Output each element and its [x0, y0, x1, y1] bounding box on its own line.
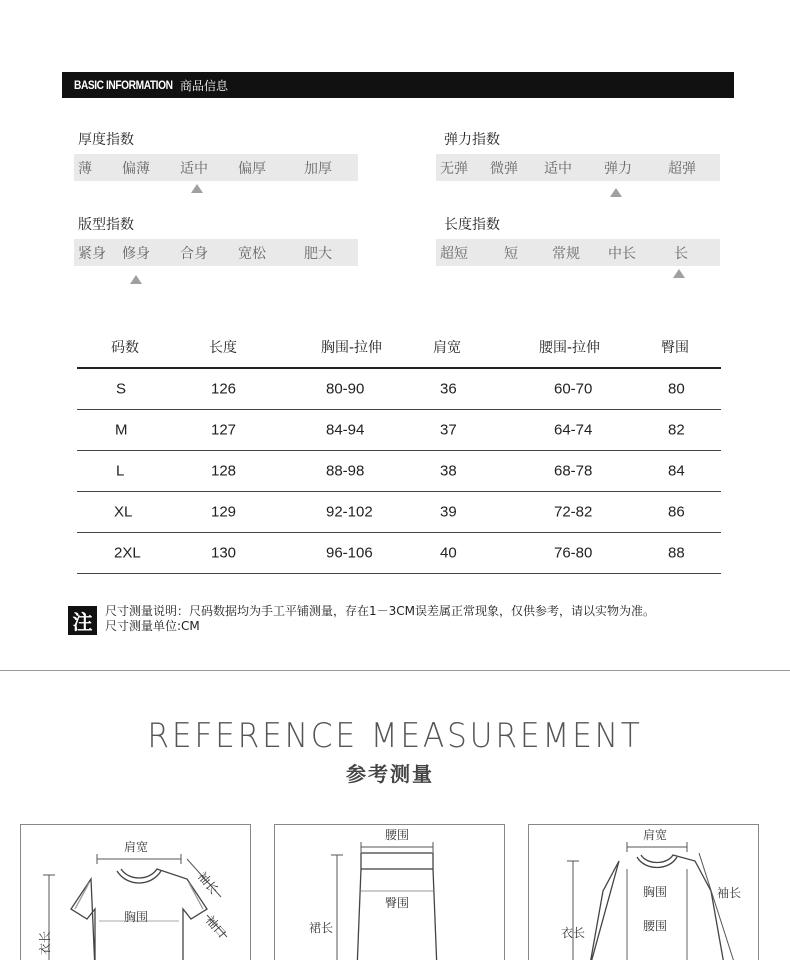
table-row [77, 451, 721, 492]
elasticity-index [436, 130, 720, 181]
length-option: 常规 [552, 245, 580, 262]
length-option: 长 [674, 245, 688, 262]
note-badge: 注 [68, 606, 97, 635]
table-cell: 128 [211, 462, 237, 480]
fit-scale [74, 239, 358, 266]
tshirt-length-label: 衣长 [38, 930, 52, 955]
fit-selected-marker [130, 275, 142, 284]
note-line-2: 尺寸测量单位:CM [105, 619, 200, 633]
table-cell: 84-94 [326, 421, 365, 439]
note-line-1: 尺寸测量说明：尺码数据均为手工平铺测量，存在1－3CM误差属正常现象，仅供参考，请以实物为准。 [105, 604, 656, 618]
table-header-cell: 臀围 [661, 339, 689, 356]
table-cell: 126 [211, 380, 237, 398]
table-cell: 38 [440, 462, 457, 480]
fit-option: 宽松 [238, 245, 266, 262]
table-cell: 72-82 [554, 503, 593, 521]
length-selected-marker [673, 269, 685, 278]
length-option: 中长 [608, 245, 636, 262]
tshirt-shoulder-label: 肩宽 [124, 840, 149, 854]
tshirt-chest-label: 胸围 [124, 910, 149, 924]
elasticity-option: 无弹 [440, 160, 468, 177]
tshirt-diagram [20, 824, 251, 960]
elasticity-option: 适中 [544, 160, 572, 177]
note-text [105, 604, 655, 635]
thickness-option: 适中 [180, 160, 208, 177]
thickness-index [74, 130, 358, 181]
longsleeve-sleeve-label: 袖长 [717, 886, 742, 900]
measurement-note [68, 604, 655, 635]
table-cell: 80-90 [326, 380, 365, 398]
table-cell: M [115, 421, 128, 439]
elasticity-option: 弹力 [604, 160, 632, 177]
thickness-option: 偏薄 [122, 160, 150, 177]
tshirt-sleeve-label: 袖长 [194, 869, 222, 897]
header-title-cn: 商品信息 [179, 78, 228, 93]
table-cell: 92-102 [326, 503, 373, 521]
length-scale [436, 239, 720, 266]
fit-option: 修身 [122, 245, 150, 262]
longsleeve-diagram [528, 824, 759, 960]
table-row [77, 369, 721, 410]
size-table [77, 326, 721, 574]
longsleeve-chest-label: 胸围 [643, 885, 668, 899]
reference-title: REFERENCE MEASUREMENT [147, 716, 643, 756]
thickness-option: 偏厚 [238, 160, 266, 177]
table-cell: 127 [211, 421, 237, 439]
longsleeve-shoulder-label: 肩宽 [643, 828, 668, 842]
fit-index [74, 215, 358, 266]
skirt-hip-label: 臀围 [385, 896, 410, 910]
table-cell: 129 [211, 503, 237, 521]
thickness-selected-marker [191, 184, 203, 193]
table-cell: 88 [668, 544, 685, 562]
table-row [77, 533, 721, 574]
table-cell: 82 [668, 421, 685, 439]
table-cell: 68-78 [554, 462, 593, 480]
table-header-cell: 腰围-拉伸 [539, 339, 601, 356]
table-row [77, 492, 721, 533]
thickness-scale [74, 154, 358, 181]
table-cell: 60-70 [554, 380, 593, 398]
header-title-en: BASIC INFORMATION [74, 78, 173, 92]
table-cell: 40 [440, 544, 457, 562]
table-header-cell: 胸围-拉伸 [321, 339, 383, 356]
longsleeve-waist-label: 腰围 [643, 919, 668, 933]
table-cell: 2XL [114, 544, 141, 562]
skirt-length-label: 裙长 [309, 921, 334, 935]
fit-option: 肥大 [304, 245, 332, 262]
table-cell: 84 [668, 462, 685, 480]
table-header-cell: 码数 [111, 339, 139, 356]
thickness-index-title: 厚度指数 [78, 132, 134, 148]
table-cell: 80 [668, 380, 685, 398]
table-cell: 88-98 [326, 462, 365, 480]
table-cell: 86 [668, 503, 685, 521]
table-cell: 39 [440, 503, 457, 521]
skirt-diagram [274, 824, 505, 960]
table-header-row [77, 326, 721, 369]
length-index [436, 215, 720, 266]
table-cell: 37 [440, 421, 457, 439]
fit-index-title: 版型指数 [78, 217, 134, 233]
skirt-waist-label: 腰围 [385, 828, 410, 842]
thickness-option: 加厚 [304, 160, 332, 177]
reference-subtitle: 参考测量 [346, 762, 434, 786]
elasticity-option: 微弹 [490, 160, 518, 177]
elasticity-selected-marker [610, 188, 622, 197]
table-header-cell: 长度 [209, 339, 237, 356]
length-option: 超短 [440, 245, 468, 262]
basic-information-header [62, 72, 734, 98]
table-cell: 130 [211, 544, 237, 562]
table-cell: S [116, 380, 127, 398]
table-cell: 76-80 [554, 544, 593, 562]
section-divider [0, 670, 790, 671]
thickness-option: 薄 [78, 160, 92, 177]
elasticity-index-title: 弹力指数 [444, 132, 500, 148]
longsleeve-length-label: 衣长 [561, 926, 586, 940]
table-cell: 96-106 [326, 544, 373, 562]
fit-option: 紧身 [78, 245, 106, 262]
fit-option: 合身 [180, 245, 208, 262]
elasticity-scale [436, 154, 720, 181]
length-option: 短 [504, 245, 518, 262]
table-row [77, 410, 721, 451]
table-header-cell: 肩宽 [433, 339, 461, 356]
tshirt-cuff-label: 袖口 [202, 913, 230, 941]
elasticity-option: 超弹 [668, 160, 696, 177]
table-cell: L [116, 462, 125, 480]
table-cell: XL [114, 503, 133, 521]
table-cell: 36 [440, 380, 457, 398]
length-index-title: 长度指数 [444, 217, 500, 233]
table-cell: 64-74 [554, 421, 593, 439]
